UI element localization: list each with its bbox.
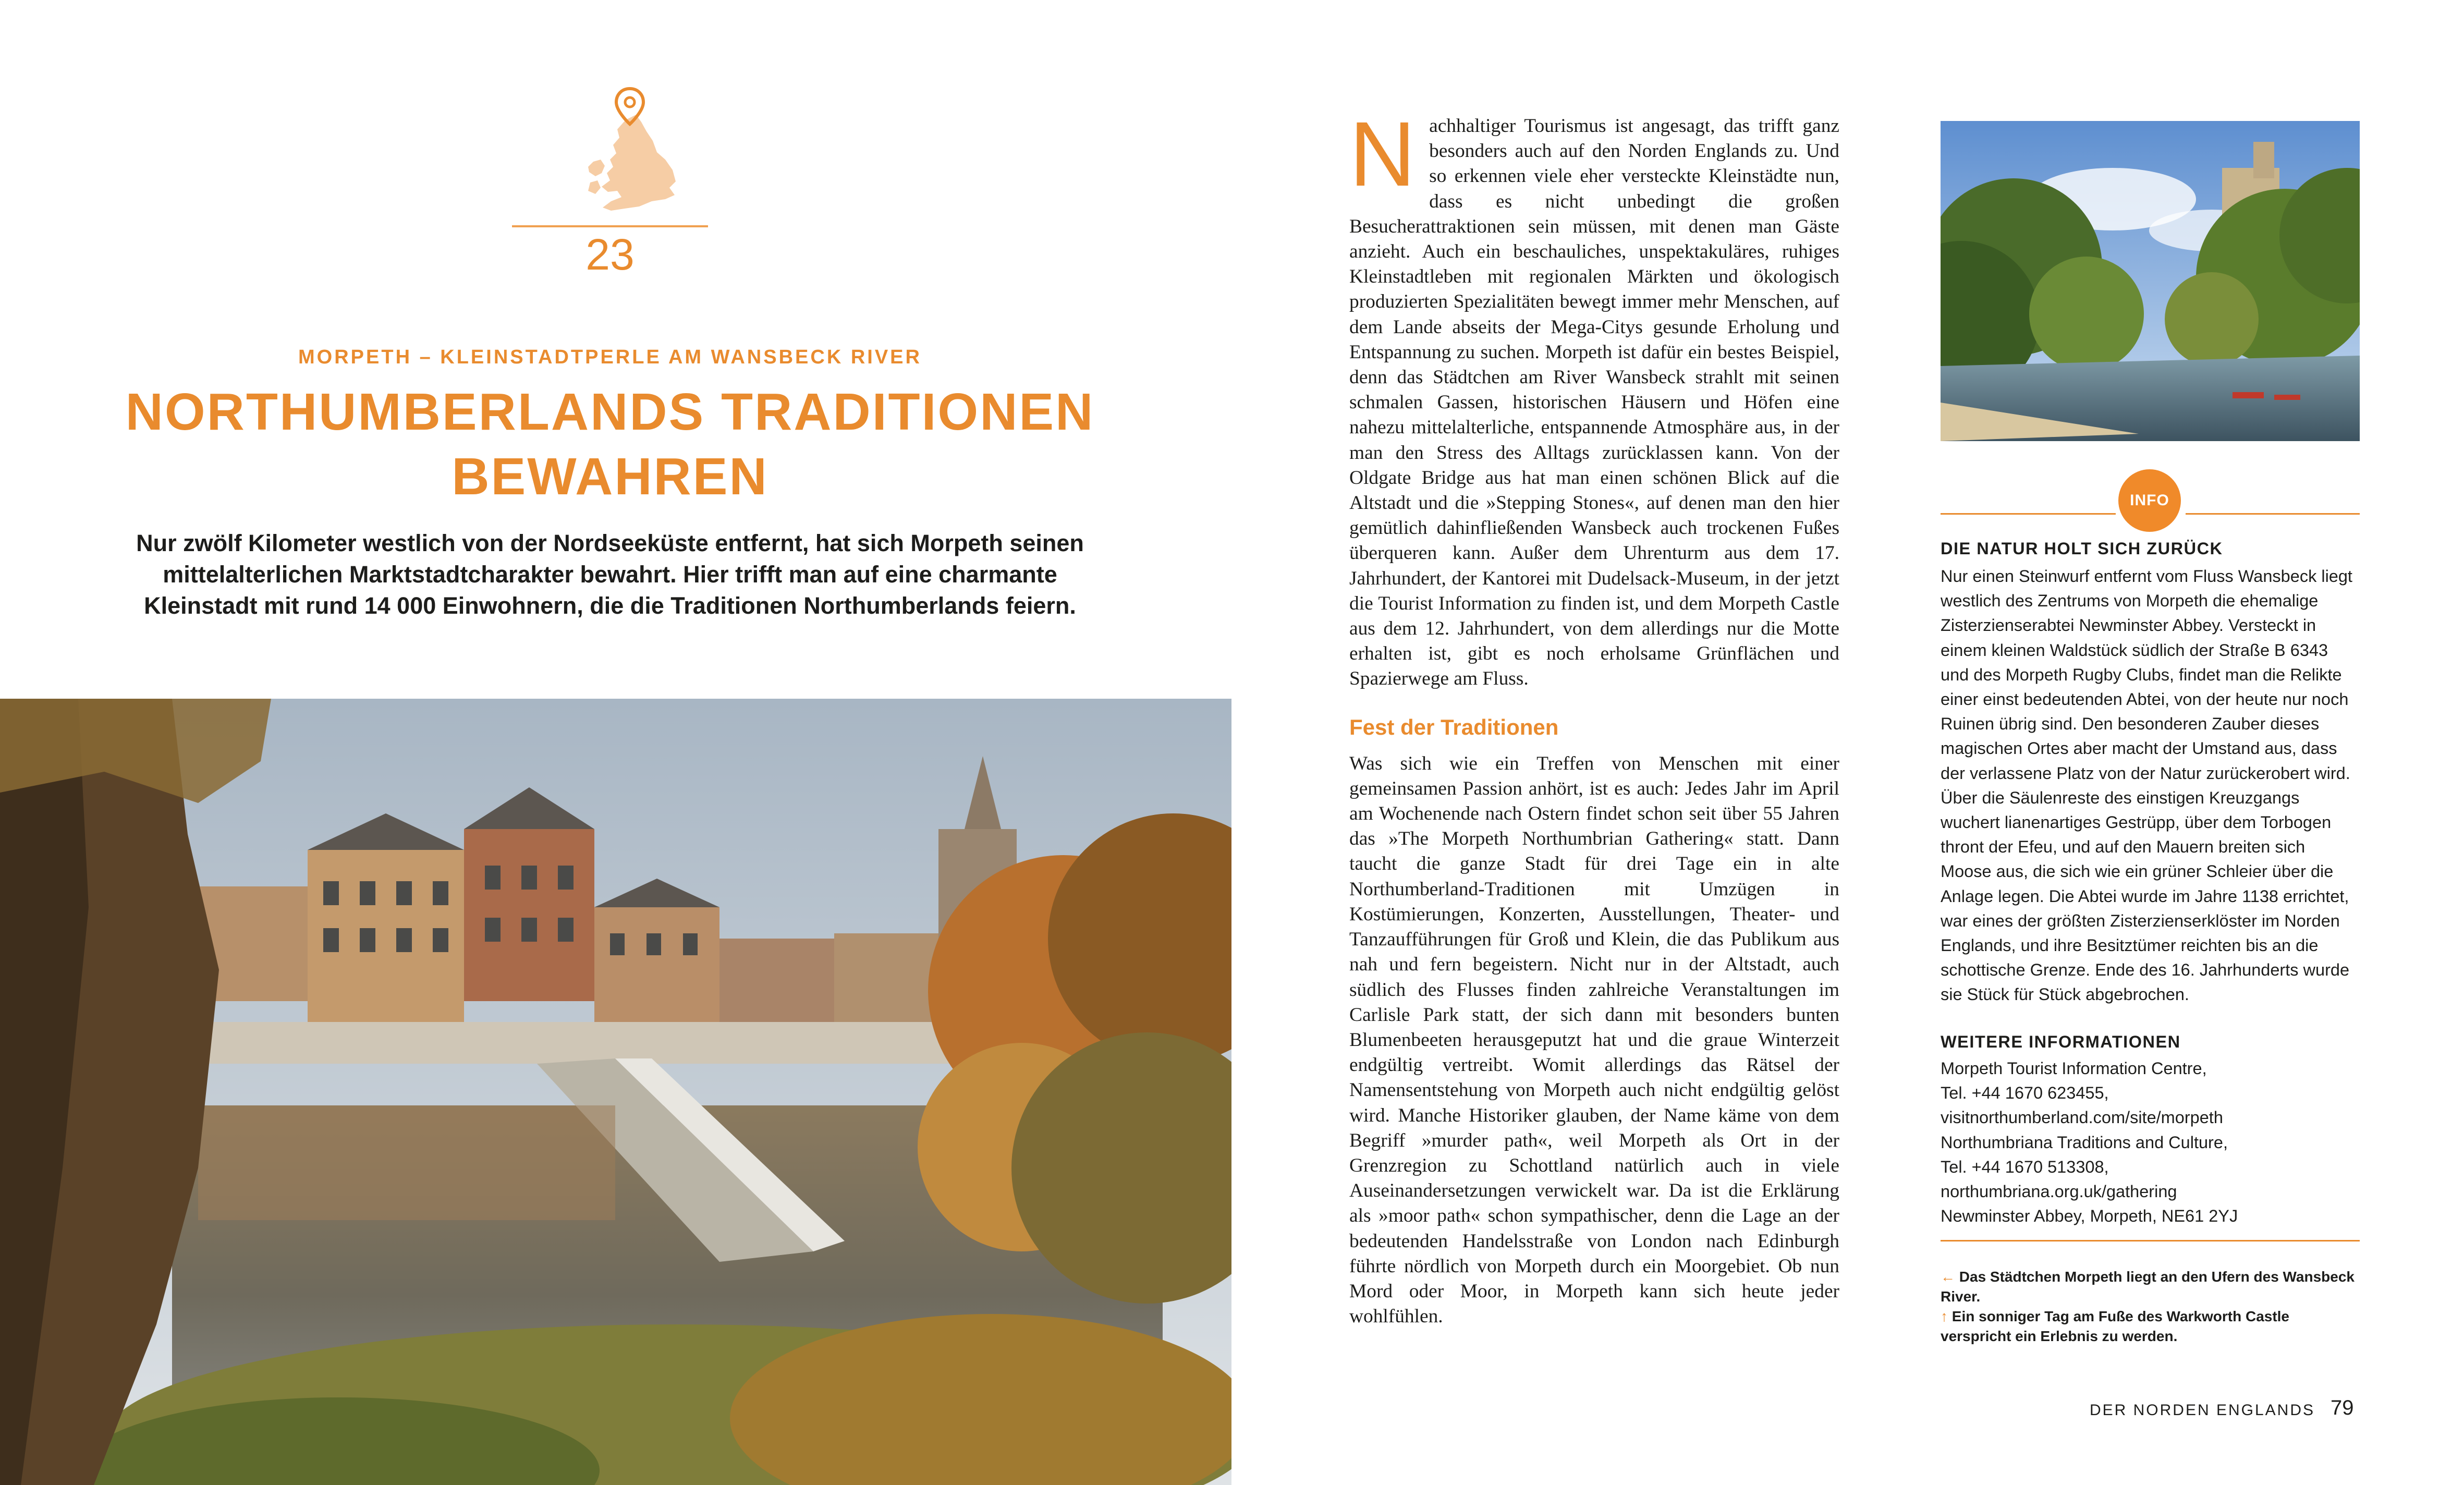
more-info-line: visitnorthumberland.com/site/morpeth	[1941, 1108, 2223, 1127]
chapter-number-rule	[512, 225, 708, 227]
info-rule-left	[1941, 513, 2116, 515]
section-subheading: Fest der Traditionen	[1349, 714, 1559, 739]
warkworth-castle-photo	[1941, 121, 2360, 441]
more-info-line: Tel. +44 1670 623455,	[1941, 1084, 2109, 1103]
body-paragraph-1-text: achhaltiger Tourismus ist angesagt, das trifft ganz besonders auch auf den Norden Englands zu. Und so erkennen viele eher versteckte Kleinstädte nun, dass es nicht unbedingt die großen Besucherattraktionen sein müssen, mit denen man Gäste anzieht. Auch ein beschauliches, unspektakuläres, ruhiges Kleinstadtleben mit regionalen Märkten und ökologisch produzierten Spezialitäten bewegt immer mehr Menschen, auf dem Lande abseits der Mega-Citys gesunde Erholung und Entspannung zu suchen. Morpeth ist dafür ein bestes Beispiel, denn das Städtchen am River Wansbeck strahlt mit seinen schmalen Gassen, historischen Häusern und Höfen eine nahezu mittelalterliche, entspannende Atmosphäre aus, in der man den Stress des Alltags zurücklassen kann. Von der Oldgate Bridge aus hat man einen schönen Blick auf die Altstadt und die »Stepping Stones«, auf denen man den hier gemütlich dahinfließenden Wansbeck auch trockenen Fußes überqueren kann. Außer dem Uhrenturm aus dem 17. Jahrhundert, der Kantorei mit Dudelsack-Museum, in der jetzt die Tourist Information zu finden ist, und dem Morpeth Castle aus dem 12. Jahrhundert, von dem allerdings nur die Motte erhalten ist, gibt es noch erholsame Grünflächen und Spazierwege am Fluss.	[1349, 115, 1839, 690]
chapter-number: 23	[585, 230, 635, 279]
england-map-pin-icon	[563, 83, 699, 214]
info-heading: DIE NATUR HOLT SICH ZURÜCK	[1941, 539, 2223, 558]
headline-line-2: BEWAHREN	[452, 447, 769, 506]
more-info-line: Morpeth Tourist Information Centre,	[1941, 1059, 2207, 1078]
more-info-heading: WEITERE INFORMATIONEN	[1941, 1032, 2181, 1051]
more-info-line: Newminster Abbey, Morpeth, NE61 2YJ	[1941, 1207, 2238, 1226]
arrow-left-icon: ←	[1941, 1269, 1955, 1285]
body-paragraph-2: Was sich wie ein Treffen von Menschen mit einer gemeinsamen Passion anhört, ist es auch: Jedes Jahr im April am Wochenende nach Ostern findet schon seit über 55 Jahren das »The Morpeth Northumbrian Gathering« statt. Dann taucht die ganze Stadt für drei Tage ein in alte Northumberland-Traditionen mit Umzügen in Kostümierungen, Konzerten, Ausstellungen, Theater- und Tanzaufführungen für Groß und Klein, die das Publikum aus nah und fern begeistern. Nicht nur in der Altstadt, auch südlich des Flusses finden zahlreiche Veranstaltungen im Carlisle Park statt, der sich dann mit besonders bunten Blumenbeeten herausgeputzt hat und die graue Winterzeit endgültig vertreibt. Womit allerdings das Rätsel der Namensentstehung von Morpeth auch nicht endgültig gelöst wird. Manche Historiker glauben, der Name käme von dem Begriff »murder path«, weil Morpeth als Ort in der Grenzregion zu Schottland natürlich auch in viele Auseinandersetzungen verwickelt war. Da ist die Erklärung als »moor path« schon sympathischer, denn die Lage an der bedeutenden Handelsstraße von London nach Edinburgh führte nördlich von Morpeth durch ein Moorgebiet. Ob nun Mord oder Moor, in Morpeth kann sich heute jeder wohlfühlen.	[1349, 752, 1839, 1328]
info-rule-right	[2186, 513, 2360, 515]
more-info-line: Tel. +44 1670 513308,	[1941, 1157, 2109, 1176]
caption-1-text: Das Städtchen Morpeth liegt an den Ufern des Wansbeck River.	[1941, 1269, 2355, 1305]
info-text: Nur einen Steinwurf entfernt vom Fluss Wansbeck liegt westlich des Zentrums von Morpeth die ehemalige Zisterzienserabtei Newminster Abbey. Versteckt in einem kleinen Waldstück südlich der Straße B 6343 und des Morpeth Rugby Clubs, findet man die Relikte einer einst bedeutenden Abtei, von der heute nur noch Ruinen übrig sind. Den besonderen Zauber dieses magischen Ortes aber macht der Umstand aus, dass der verlassene Platz von der Natur zurückerobert wird. Über die Säulenreste des einstigen Kreuzgangs wuchert lianenartiges Gestrüpp, über dem Torbogen thront der Efeu, und auf den Mauern breiten sich Moose aus, die sich wie ein grüner Schleier über die Anlage legen. Die Abtei wurde im Jahre 1138 errichtet, war eines der größten Zisterzienserklöster im Norden Englands, und ihre Besitztümer reichten bis an die schottische Grenze. Ende des 16. Jahrhunderts wurde sie Stück für Stück abgebrochen.	[1941, 567, 2352, 1004]
photo-captions	[1941, 1267, 2360, 1346]
more-info-line: northumbriana.org.uk/gathering	[1941, 1182, 2177, 1201]
caption-2-text: Ein sonniger Tag am Fuße des Warkworth Castle verspricht ein Erlebnis zu werden.	[1941, 1308, 2290, 1344]
more-info-list	[1941, 1056, 2360, 1228]
morpeth-river-photo	[0, 699, 1231, 1485]
more-info-line: Northumbriana Traditions and Culture,	[1941, 1133, 2228, 1152]
arrow-up-icon: ↑	[1941, 1308, 1948, 1324]
article-lead: Nur zwölf Kilometer westlich von der Nordseeküste entfernt, hat sich Morpeth seinen mittelalterlichen Marktstadtcharakter bewahrt. Hier trifft man auf eine charmante Kleinstadt mit rund 14 000 Einwohnern, die die Traditionen Northumberlands feiern.	[136, 530, 1084, 619]
footer-section-title: DER NORDEN ENGLANDS	[2089, 1402, 2315, 1419]
page-number: 79	[2331, 1396, 2354, 1419]
caption-2	[1941, 1307, 2360, 1346]
body-paragraph-1	[1349, 103, 1839, 692]
caption-1	[1941, 1267, 2360, 1307]
headline-line-1: NORTHUMBERLANDS TRADITIONEN	[125, 383, 1095, 441]
article-headline	[104, 380, 1116, 509]
article-body	[1349, 103, 1839, 1329]
caption-rule	[1941, 1240, 2360, 1241]
article-kicker: MORPETH – KLEINSTADTPERLE AM WANSBECK RIVER	[298, 346, 922, 368]
info-badge: INFO	[2118, 469, 2181, 532]
drop-cap: N	[1349, 103, 1416, 205]
